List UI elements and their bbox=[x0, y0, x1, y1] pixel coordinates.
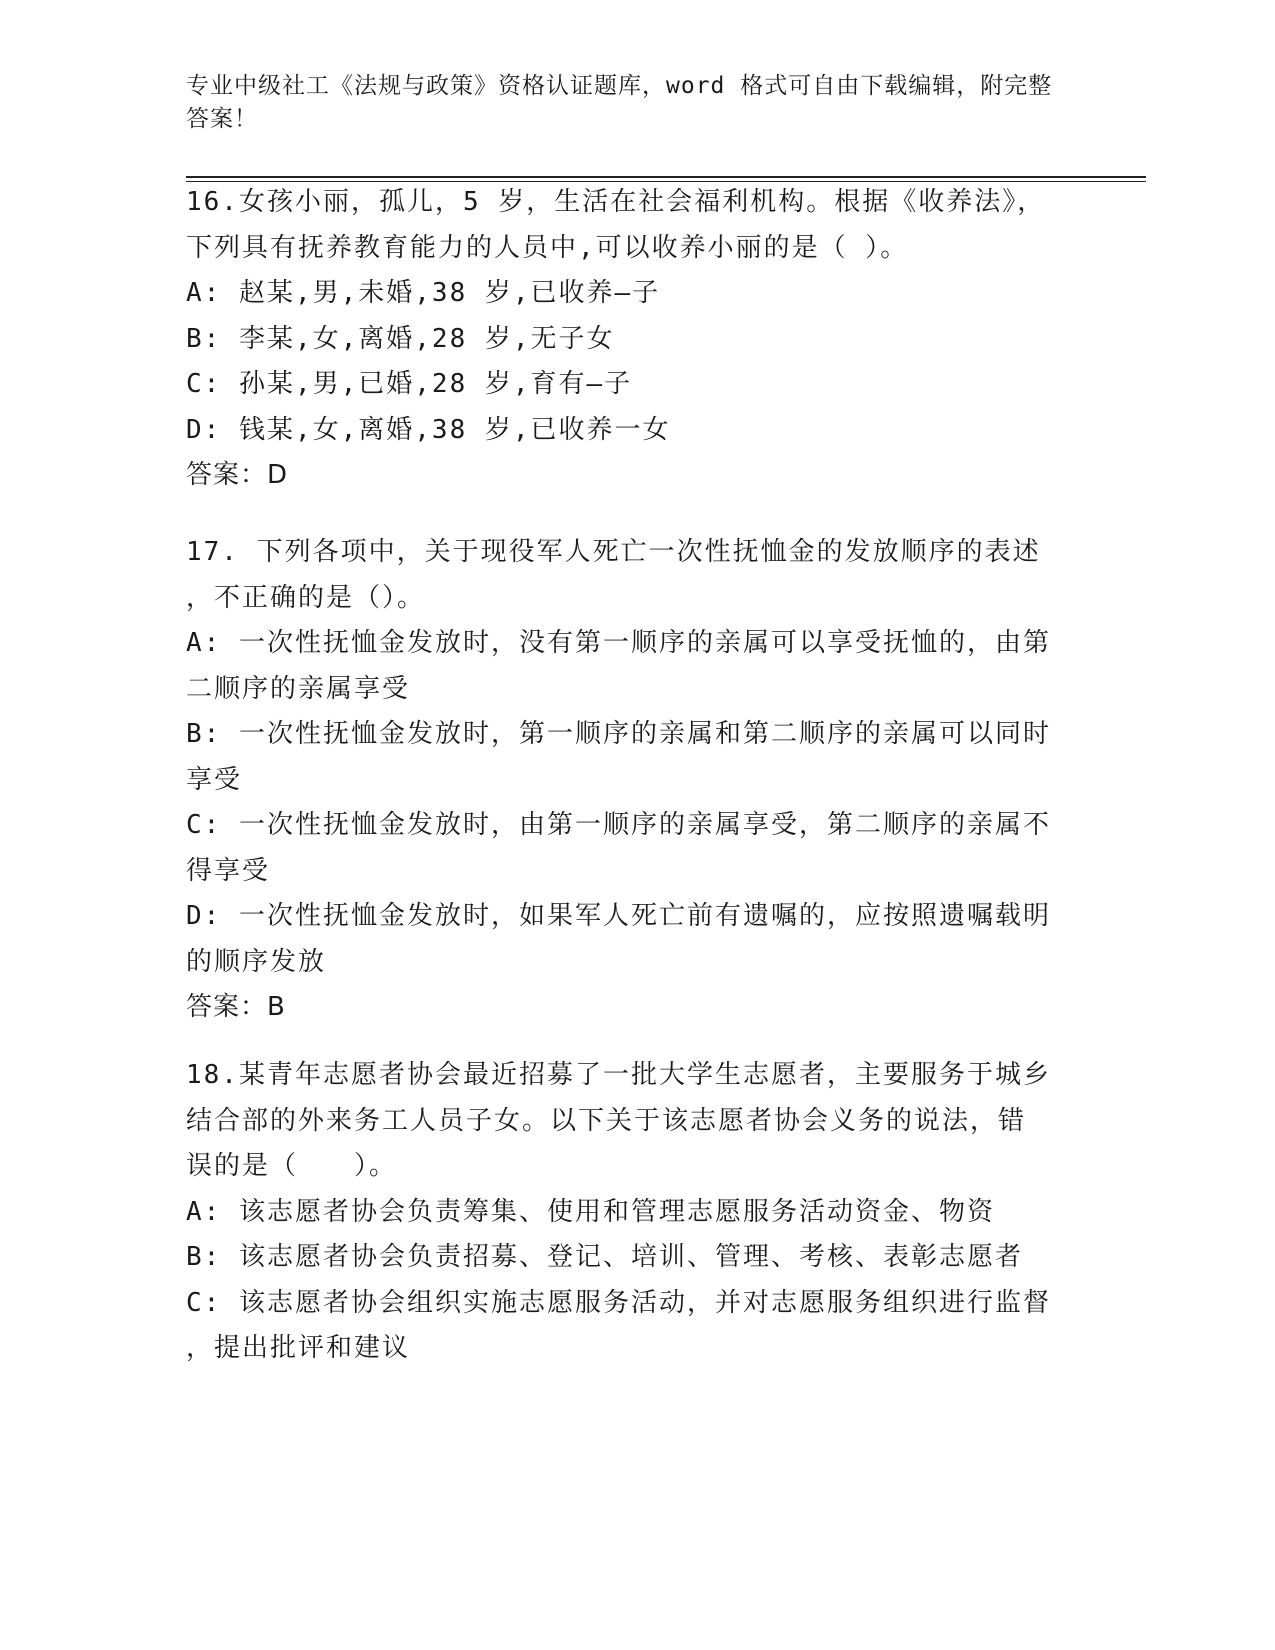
question-17-option-d-line-2: 的顺序发放 bbox=[186, 946, 327, 977]
question-18-stem-line-1: 18.某青年志愿者协会最近招募了一批大学生志愿者，主要服务于城乡 bbox=[186, 1060, 1051, 1090]
question-17-option-b-line-1: B: 一次性抚恤金发放时，第一顺序的亲属和第二顺序的亲属可以同时 bbox=[186, 719, 1051, 749]
question-16-option-a: A: 赵某,男,未婚,38 岁,已收养—子 bbox=[186, 278, 661, 308]
question-16-option-b: B: 李某,女,离婚,28 岁,无子女 bbox=[186, 323, 615, 354]
question-16-stem-line-2: 下列具有抚养教育能力的人员中,可以收养小丽的是（ ）。 bbox=[186, 232, 909, 263]
question-17-stem-line-1: 17. 下列各项中，关于现役军人死亡一次性抚恤金的发放顺序的表述 bbox=[186, 537, 1041, 567]
question-18-option-a: A: 该志愿者协会负责筹集、使用和管理志愿服务活动资金、物资 bbox=[186, 1196, 995, 1227]
question-16-option-d: D: 钱某,女,离婚,38 岁,已收养一女 bbox=[186, 414, 671, 445]
header-line-2: 答案！ bbox=[186, 106, 258, 132]
question-17-option-d-line-1: D: 一次性抚恤金发放时，如果军人死亡前有遗嘱的，应按照遗嘱载明 bbox=[186, 901, 1051, 931]
question-16 bbox=[186, 180, 1066, 499]
question-18-option-b: B: 该志愿者协会负责招募、登记、培训、管理、考核、表彰志愿者 bbox=[186, 1242, 1023, 1272]
question-18-option-c-line-2: ，提出批评和建议 bbox=[186, 1333, 411, 1363]
question-18-stem-line-3: 误的是（ ）。 bbox=[186, 1151, 398, 1181]
header-line-1: 专业中级社工《法规与政策》资格认证题库，word 格式可自由下载编辑，附完整 bbox=[186, 73, 1053, 99]
question-16-option-c: C: 孙某,男,已婚,28 岁,育有—子 bbox=[186, 369, 633, 399]
question-16-answer: 答案：D bbox=[186, 460, 289, 490]
question-16-stem-line-1: 16.女孩小丽，孤儿，5 岁，生活在社会福利机构。根据《收养法》， bbox=[186, 187, 1046, 217]
question-17-option-a-line-1: A: 一次性抚恤金发放时，没有第一顺序的亲属可以享受抚恤的，由第 bbox=[186, 628, 1051, 658]
question-17-option-a-line-2: 二顺序的亲属享受 bbox=[186, 673, 411, 704]
question-17-stem-line-2: ，不正确的是（）。 bbox=[186, 582, 426, 613]
header-divider-thick bbox=[186, 176, 1146, 178]
question-17-option-c-line-1: C: 一次性抚恤金发放时，由第一顺序的亲属享受，第二顺序的亲属不 bbox=[186, 810, 1051, 840]
question-18-stem-line-2: 结合部的外来务工人员子女。以下关于该志愿者协会义务的说法，错 bbox=[186, 1105, 1027, 1136]
question-17-answer: 答案：B bbox=[186, 992, 286, 1022]
question-17-option-b-line-2: 享受 bbox=[186, 764, 243, 795]
document-header bbox=[186, 70, 1086, 136]
question-17 bbox=[186, 530, 1066, 1031]
question-18 bbox=[186, 1053, 1066, 1372]
question-18-option-c-line-1: C: 该志愿者协会组织实施志愿服务活动，并对志愿服务组织进行监督 bbox=[186, 1287, 1051, 1318]
question-17-option-c-line-2: 得享受 bbox=[186, 855, 271, 886]
